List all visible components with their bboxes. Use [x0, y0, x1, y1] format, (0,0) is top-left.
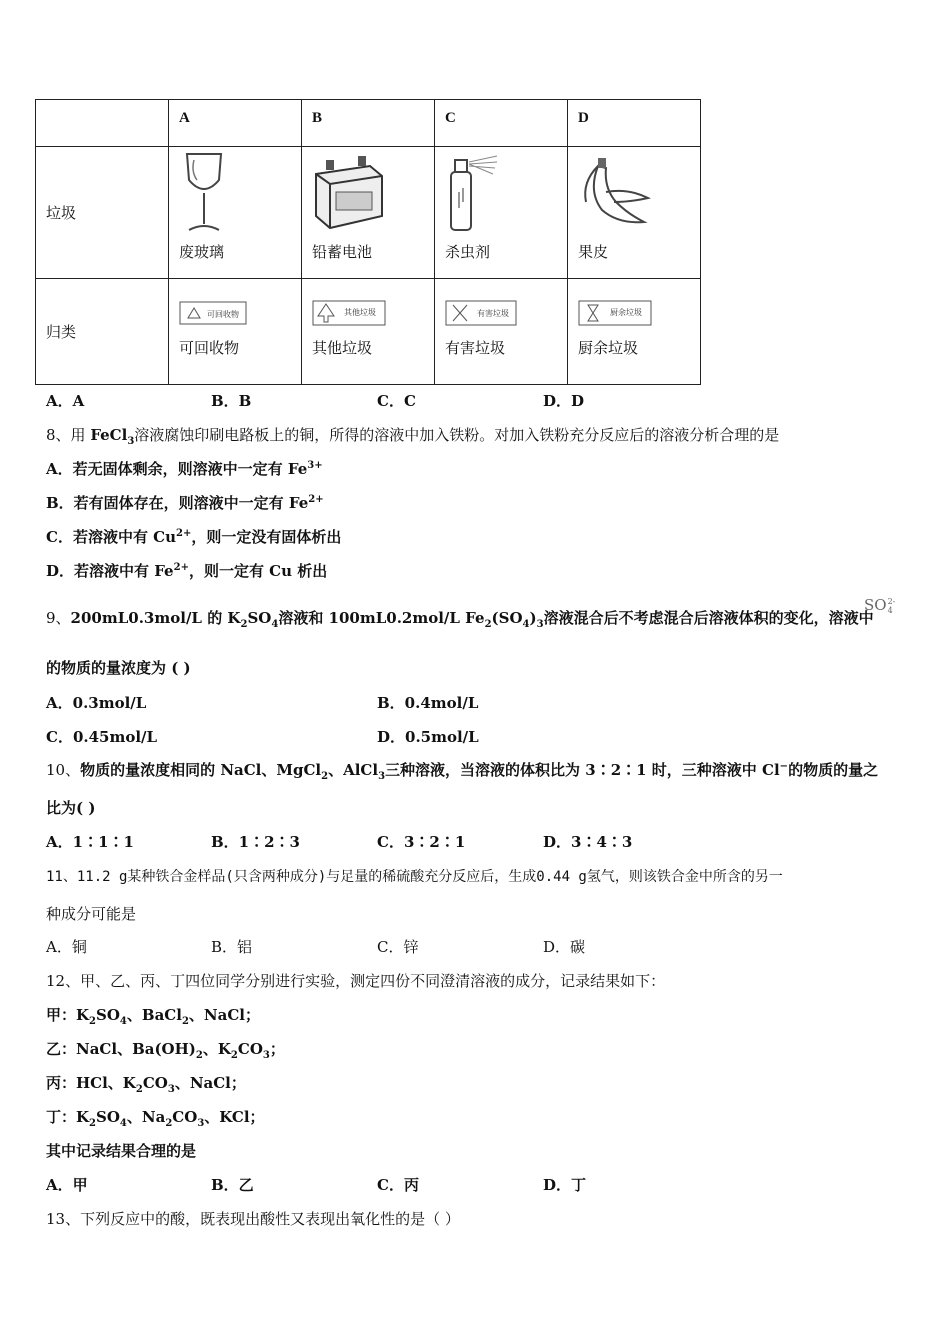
q12-record-jia: 甲：$K_2SO_4$、BaCl$_2$、NaCl； — [46, 1006, 260, 1027]
hazardous-sign-icon — [435, 293, 567, 333]
item-label-insecticide: 杀虫剂 — [445, 243, 491, 261]
spray-can-icon — [435, 147, 567, 237]
cell-peel — [568, 147, 701, 279]
kitchen-waste-sign-icon — [568, 293, 700, 333]
q11-option-a[interactable]: A．铜 — [46, 938, 87, 956]
q7-option-b[interactable]: B．B — [211, 392, 252, 410]
q9-stem: 9、200mL0.3mol/L 的 $K_2SO_4$溶液和 100mL0.2mol/L $Fe_2(SO_4)_3$溶液混合后不考虑混合后溶液体积的变化，溶液中 — [46, 609, 874, 630]
cell-recyclable — [169, 279, 302, 385]
q12-option-d[interactable]: D．丁 — [543, 1176, 587, 1194]
q12-tail: 其中记录结果合理的是 — [46, 1142, 197, 1160]
q12-record-ding: 丁：$K_2SO_4$、$Na_2CO_3$、KCl； — [46, 1108, 265, 1129]
table-header-row — [36, 100, 701, 147]
q12-option-b[interactable]: B．乙 — [211, 1176, 254, 1194]
q8-stem: 8、用 FeCl$_3$溶液腐蚀印刷电路板上的铜，所得的溶液中加入铁粉。对加入铁粉充分反应后的溶液分析合理的是 — [46, 426, 780, 447]
item-label-peel: 果皮 — [578, 243, 609, 261]
cell-kitchen — [568, 279, 701, 385]
category-label-other: 其他垃圾 — [312, 339, 373, 357]
banana-peel-icon — [568, 147, 700, 237]
q10-option-b[interactable]: B．1∶2∶3 — [211, 833, 300, 851]
table-row-garbage — [36, 147, 701, 279]
battery-icon — [302, 147, 434, 237]
wine-glass-icon — [169, 147, 301, 237]
q11-option-b[interactable]: B．铝 — [211, 938, 253, 956]
q11-option-c[interactable]: C．锌 — [377, 938, 419, 956]
table-row-category — [36, 279, 701, 385]
svg-text:有害垃圾: 有害垃圾 — [477, 309, 509, 318]
q12-option-c[interactable]: C．丙 — [377, 1176, 419, 1194]
q10-option-a[interactable]: A．1∶1∶1 — [46, 833, 134, 851]
q10-option-d[interactable]: D．3∶4∶3 — [543, 833, 633, 851]
q12-option-a[interactable]: A．甲 — [46, 1176, 88, 1194]
category-label-kitchen: 厨余垃圾 — [578, 339, 639, 357]
svg-text:其他垃圾: 其他垃圾 — [344, 308, 376, 317]
q10-stem-line2: 比为( ) — [46, 799, 96, 817]
q12-stem: 12、甲、乙、丙、丁四位同学分别进行实验，测定四份不同澄清溶液的成分，记录结果如下： — [46, 972, 666, 990]
q12-record-bing: 丙：HCl、$K_2CO_3$、NaCl； — [46, 1074, 246, 1095]
other-waste-sign-icon — [302, 293, 434, 333]
sulfate-ion: SO 2- 4 — [864, 596, 896, 615]
q8-option-c[interactable]: C．若溶液中有 $Cu^{2+}$，则一定没有固体析出 — [46, 528, 342, 546]
table-header-empty — [36, 100, 169, 147]
q9-option-c[interactable]: C．0.45mol/L — [46, 728, 158, 746]
table-header-c: C — [435, 100, 568, 147]
table-header-a: A — [169, 100, 302, 147]
category-label-hazardous: 有害垃圾 — [445, 339, 506, 357]
svg-text:厨余垃圾: 厨余垃圾 — [610, 308, 642, 317]
recyclable-sign-icon — [169, 293, 301, 333]
q9-stem-line2: 的物质的量浓度为 ( ) — [46, 659, 191, 677]
q8-option-d[interactable]: D．若溶液中有 $Fe^{2+}$，则一定有 Cu 析出 — [46, 562, 328, 580]
q7-option-c[interactable]: C．C — [377, 392, 416, 410]
q12-record-yi: 乙：NaCl、$Ba(OH)_2$、$K_2CO_3$； — [46, 1040, 285, 1061]
item-label-battery: 铅蓄电池 — [312, 243, 373, 261]
q7-option-d[interactable]: D．D — [543, 392, 585, 410]
q8-option-b[interactable]: B．若有固体存在，则溶液中一定有 $Fe^{2+}$ — [46, 494, 324, 512]
row-label-garbage: 垃圾 — [36, 147, 169, 279]
row-label-category: 归类 — [36, 279, 169, 385]
table-header-d: D — [568, 100, 701, 147]
q13-stem: 13、下列反应中的酸，既表现出酸性又表现出氧化性的是（ ） — [46, 1210, 460, 1228]
cell-hazardous — [435, 279, 568, 385]
q7-option-a[interactable]: A．A — [46, 392, 85, 410]
category-label-recyclable: 可回收物 — [179, 339, 240, 357]
q10-stem: 10、物质的量浓度相同的 NaCl、MgCl$_2$、AlCl$_3$三种溶液，当溶液的体积比为 3∶2∶1 时，三种溶液中 Cl−的物质的量之 — [46, 761, 879, 782]
waste-classification-table — [35, 99, 701, 385]
q10-option-c[interactable]: C．3∶2∶1 — [377, 833, 466, 851]
svg-text:可回收物: 可回收物 — [207, 310, 239, 319]
q11-stem: 11、11.2 g某种铁合金样品(只含两种成分)与足量的稀硫酸充分反应后，生成0.44 g氢气，则该铁合金中所含的另一 — [46, 869, 783, 885]
q11-stem-line2: 种成分可能是 — [46, 905, 137, 923]
item-label-glass: 废玻璃 — [179, 243, 225, 261]
cell-glass — [169, 147, 302, 279]
table-header-b: B — [302, 100, 435, 147]
q9-option-a[interactable]: A．0.3mol/L — [46, 694, 147, 712]
q9-option-d[interactable]: D．0.5mol/L — [377, 728, 479, 746]
cell-battery — [302, 147, 435, 279]
cell-insecticide — [435, 147, 568, 279]
q9-option-b[interactable]: B．0.4mol/L — [377, 694, 479, 712]
q11-option-d[interactable]: D．碳 — [543, 938, 586, 956]
q8-option-a[interactable]: A．若无固体剩余，则溶液中一定有 $Fe^{3+}$ — [46, 460, 323, 478]
cell-other — [302, 279, 435, 385]
